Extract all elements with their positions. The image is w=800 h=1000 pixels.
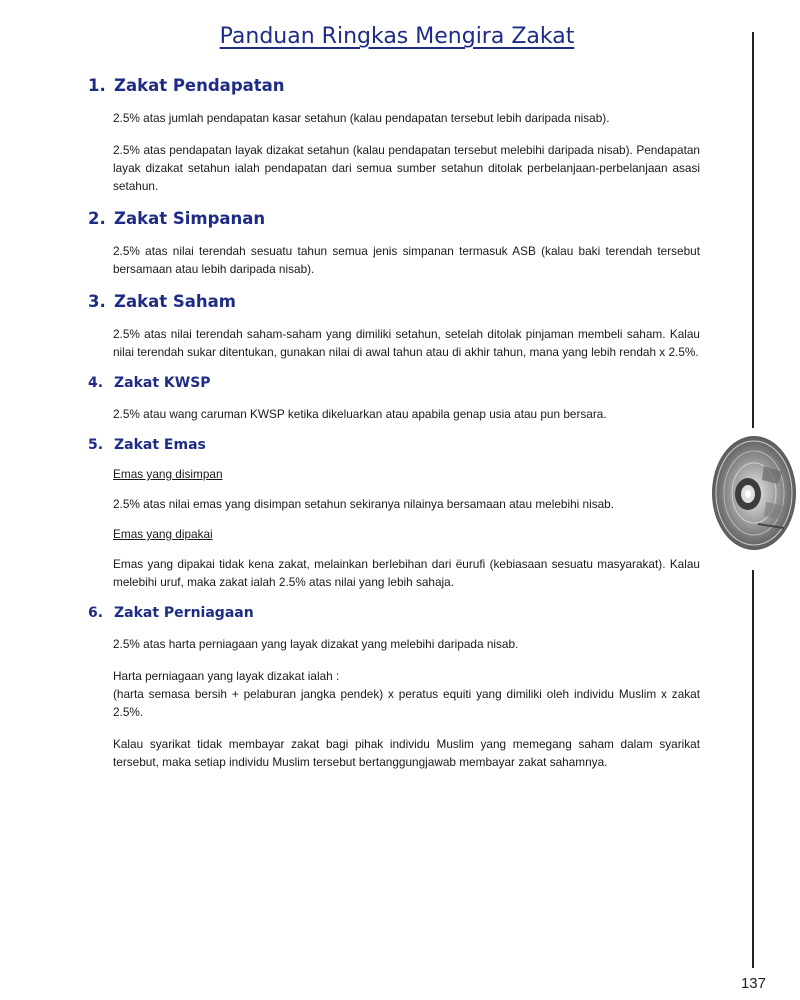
section-title: Zakat Perniagaan [114, 605, 254, 621]
section-title: Zakat Emas [114, 437, 206, 453]
paragraph: 2.5% atas nilai terendah sesuatu tahun semua jenis simpanan termasuk ASB (kalau baki terendah tersebut bersamaan atau lebih daripada nisab). [113, 244, 700, 276]
section-number: 4. [88, 375, 104, 391]
section-body [113, 635, 700, 771]
section-heading [88, 76, 700, 95]
cd-disc-icon [712, 436, 796, 550]
section-title: Zakat Pendapatan [114, 76, 285, 95]
paragraph: (harta semasa bersih + pelaburan jangka pendek) x peratus equiti yang dimiliki oleh individu Muslim x zakat 2.5%. [113, 687, 700, 719]
paragraph: 2.5% atas jumlah pendapatan kasar setahun (kalau pendapatan tersebut lebih daripada nisab). [113, 111, 610, 125]
section-title: Zakat Saham [114, 292, 236, 311]
subheading: Emas yang disimpan [113, 467, 223, 481]
paragraph: Emas yang dipakai tidak kena zakat, melainkan berlebihan dari ëurufi (kebiasaan sesuatu masyarakat). Kalau melebihi uruf, maka zakat ialah 2.5% atas nilai yang lebih sahaja. [113, 557, 700, 589]
section-heading [88, 605, 700, 621]
section-body [113, 109, 700, 195]
section-heading [88, 437, 700, 453]
page-number: 137 [740, 975, 766, 992]
subheading: Emas yang dipakai [113, 527, 213, 541]
page-title: Panduan Ringkas Mengira Zakat [219, 24, 575, 49]
section-zakat-perniagaan [88, 605, 700, 771]
paragraph: 2.5% atas pendapatan layak dizakat setahun (kalau pendapatan tersebut melebihi daripada nisab). Pendapatan layak dizakat setahun ialah pendapatan dari semua sumber setahun ditolak perbelanjaan-perbelanjaan asasi setahun. [113, 143, 700, 193]
section-title: Zakat Simpanan [114, 209, 266, 228]
section-number: 2. [88, 209, 106, 228]
section-body [113, 242, 700, 278]
section-body [113, 467, 700, 591]
paragraph: 2.5% atas harta perniagaan yang layak dizakat yang melebihi daripada nisab. [113, 637, 519, 651]
section-zakat-emas [88, 437, 700, 591]
margin-rule-top [752, 32, 754, 428]
section-body [113, 405, 700, 423]
section-zakat-saham [88, 292, 700, 361]
section-heading [88, 375, 700, 391]
section-body [113, 325, 700, 361]
section-heading [88, 292, 700, 311]
section-heading [88, 209, 700, 228]
paragraph: 2.5% atas nilai terendah saham-saham yang dimiliki setahun, setelah ditolak pinjaman membeli saham. Kalau nilai terendah sukar ditentukan, gunakan nilai di awal tahun atau di akhir tahun, mana yang lebih rendah x 2.5%. [113, 327, 700, 359]
paragraph: 2.5% atau wang caruman KWSP ketika dikeluarkan atau apabila genap usia atau pun bersara. [113, 407, 607, 421]
section-zakat-pendapatan [88, 76, 700, 195]
section-number: 6. [88, 605, 104, 621]
paragraph: Harta perniagaan yang layak dizakat ialah : [113, 669, 340, 683]
content [88, 76, 700, 785]
paragraph: Kalau syarikat tidak membayar zakat bagi pihak individu Muslim yang memegang saham dalam syarikat tersebut, maka setiap individu Muslim tersebut bertanggungjawab membayar zakat sahamnya. [113, 737, 700, 769]
section-number: 1. [88, 76, 106, 95]
section-zakat-simpanan [88, 209, 700, 278]
section-title: Zakat KWSP [114, 375, 211, 391]
section-number: 3. [88, 292, 106, 311]
cd-disc-image [712, 436, 796, 550]
margin-rule-bottom [752, 570, 754, 968]
section-zakat-kwsp [88, 375, 700, 423]
paragraph: 2.5% atas nilai emas yang disimpan setahun sekiranya nilainya bersamaan atau melebihi nisab. [113, 497, 615, 511]
section-number: 5. [88, 437, 104, 453]
